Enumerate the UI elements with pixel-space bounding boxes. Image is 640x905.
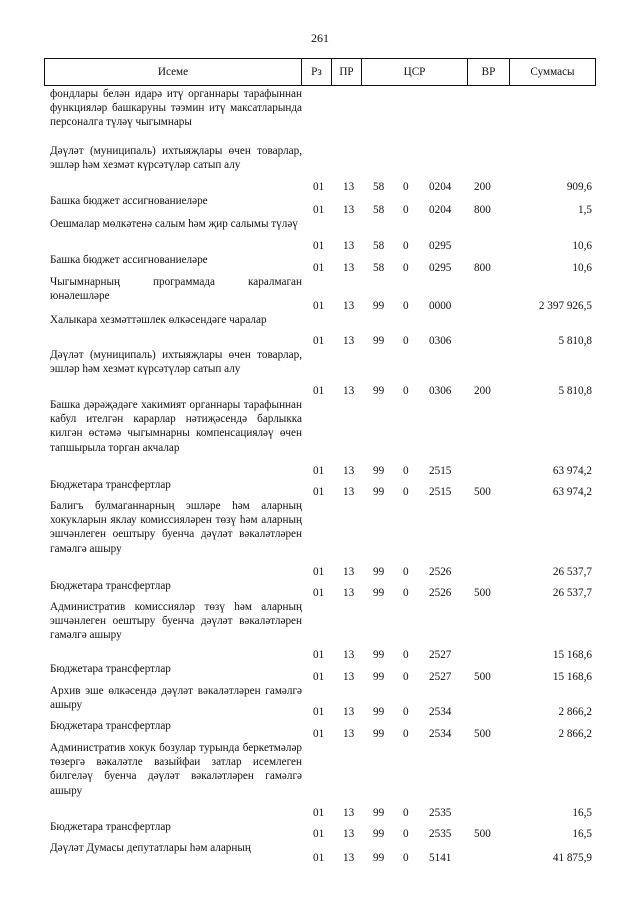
row-csr-sub: 0 [403,648,409,661]
row-vr: 500 [474,670,491,683]
row-name: Дәүләт (муниципаль) ихтыяҗлары өчен товарлар, эшләр һәм хезмәт күрсәтүләр сатып алу [50,145,302,172]
row-csr-code: 0000 [429,299,452,312]
row-rz: 01 [313,827,325,840]
row-csr-sub: 0 [403,180,409,193]
row-sum: 2 397 926,5 [538,299,592,312]
row-sum: 41 875,9 [552,851,592,864]
row-vr: 200 [474,384,491,397]
row-sum: 63 974,2 [552,464,592,477]
row-csr-program: 99 [373,705,385,718]
table-row [0,253,640,275]
page-number: 261 [311,31,329,45]
row-name: Бюджетара трансфертлар [50,663,171,675]
row-csr-sub: 0 [403,705,409,718]
header-pr: ПР [332,59,362,85]
table-row [0,684,640,719]
row-sum: 10,6 [572,261,592,274]
row-pr: 13 [343,851,355,864]
row-rz: 01 [313,565,325,578]
row-name: Бюджетара трансфертлар [50,720,171,732]
row-name: Дәүләт Думасы депутатлары һәм аларның [50,842,251,854]
row-csr-code: 2527 [429,670,452,683]
row-csr-program: 99 [373,485,385,498]
table-row [0,579,640,600]
row-pr: 13 [343,239,355,252]
row-sum: 2 866,2 [558,727,592,740]
header-vr: ВР [468,59,510,85]
table-row [0,144,640,194]
table-row [0,741,640,820]
row-sum: 909,6 [566,180,592,193]
row-pr: 13 [343,485,355,498]
row-name: Бюджетара трансфертлар [50,580,171,592]
row-csr-sub: 0 [403,239,409,252]
row-csr-sub: 0 [403,565,409,578]
row-rz: 01 [313,384,325,397]
row-rz: 01 [313,851,325,864]
row-pr: 13 [343,565,355,578]
table-row [0,398,640,478]
row-rz: 01 [313,203,325,216]
row-rz: 01 [313,261,325,274]
row-name: Чыгымнарның программада каралмаган юнәлешләре [50,276,302,303]
row-csr-code: 2515 [429,485,452,498]
row-sum: 63 974,2 [552,485,592,498]
row-csr-code: 0295 [429,261,452,274]
row-name: фондлары белән идарә итү органнары тарафыннан функцияләр башкаруны тәэмин итү максатларында персоналга түләү чыгымнары [50,88,302,129]
row-csr-code: 0295 [429,239,452,252]
row-pr: 13 [343,670,355,683]
row-sum: 15 168,6 [552,648,592,661]
row-rz: 01 [313,705,325,718]
table-row [0,87,640,144]
row-csr-sub: 0 [403,261,409,274]
row-rz: 01 [313,586,325,599]
row-csr-code: 0204 [429,203,452,216]
table-row [0,194,640,217]
row-rz: 01 [313,180,325,193]
row-csr-program: 99 [373,806,385,819]
row-name: Балигъ булмаганнарның эшләре һәм аларның хокукларын яклау комиссияләрен төзү һәм аларның эшчәнлеген оештыру буенча дәүләт вәкаләтләрен гамәлгә ашыру [50,500,302,555]
row-sum: 26 537,7 [552,565,592,578]
header-csr: ЦСР [362,59,468,85]
row-csr-sub: 0 [403,203,409,216]
row-csr-sub: 0 [403,586,409,599]
row-pr: 13 [343,299,355,312]
row-sum: 10,6 [572,239,592,252]
row-rz: 01 [313,239,325,252]
row-sum: 16,5 [572,806,592,819]
table-row [0,478,640,499]
row-rz: 01 [313,648,325,661]
row-name: Башка бюджет ассигнованиеләре [50,254,208,266]
row-csr-code: 2527 [429,648,452,661]
row-csr-program: 99 [373,851,385,864]
row-csr-code: 2535 [429,806,452,819]
row-csr-program: 99 [373,727,385,740]
table-row [0,499,640,579]
row-sum: 5 810,8 [558,334,592,347]
row-csr-code: 2535 [429,827,452,840]
row-pr: 13 [343,203,355,216]
row-csr-code: 2515 [429,464,452,477]
table-row [0,348,640,398]
row-rz: 01 [313,299,325,312]
row-csr-program: 99 [373,464,385,477]
row-vr: 800 [474,261,491,274]
row-rz: 01 [313,670,325,683]
row-pr: 13 [343,705,355,718]
row-rz: 01 [313,727,325,740]
row-pr: 13 [343,180,355,193]
row-sum: 2 866,2 [558,705,592,718]
table-row [0,719,640,741]
row-pr: 13 [343,464,355,477]
table-row [0,275,640,313]
row-csr-code: 2534 [429,727,452,740]
row-vr: 500 [474,827,491,840]
row-csr-sub: 0 [403,670,409,683]
row-pr: 13 [343,586,355,599]
row-csr-program: 58 [373,203,385,216]
row-csr-sub: 0 [403,827,409,840]
row-csr-code: 2526 [429,586,452,599]
row-pr: 13 [343,827,355,840]
table-body [0,87,640,865]
row-csr-program: 99 [373,299,385,312]
row-csr-code: 2534 [429,705,452,718]
row-csr-program: 99 [373,827,385,840]
table-row [0,313,640,348]
row-csr-program: 99 [373,384,385,397]
row-sum: 26 537,7 [552,586,592,599]
row-name: Дәүләт (муниципаль) ихтыяҗлары өчен товарлар, эшләр һәм хезмәт күрсәтүләр сатып алу [50,349,302,376]
row-sum: 15 168,6 [552,670,592,683]
row-name: Административ комиссияләр төзү һәм аларның эшчәнлеген оештыру буенча дәүләт вәкаләтләрен гамәлгә ашыру [50,601,302,642]
row-sum: 16,5 [572,827,592,840]
row-pr: 13 [343,806,355,819]
row-name: Башка бюджет ассигнованиеләре [50,195,208,207]
row-csr-program: 99 [373,565,385,578]
header-name: Исеме [45,59,302,85]
row-csr-program: 99 [373,648,385,661]
row-rz: 01 [313,485,325,498]
row-csr-code: 0306 [429,384,452,397]
row-rz: 01 [313,806,325,819]
row-vr: 800 [474,203,491,216]
row-csr-program: 58 [373,180,385,193]
row-csr-sub: 0 [403,851,409,864]
row-csr-code: 5141 [429,851,452,864]
row-csr-program: 99 [373,670,385,683]
row-vr: 200 [474,180,491,193]
row-csr-sub: 0 [403,334,409,347]
row-csr-sub: 0 [403,384,409,397]
row-sum: 5 810,8 [558,384,592,397]
row-pr: 13 [343,384,355,397]
row-csr-code: 2526 [429,565,452,578]
row-csr-sub: 0 [403,806,409,819]
row-name: Оешмалар мөлкәтенә салым һәм җир салымы түләү [50,218,298,230]
table-row [0,820,640,841]
row-csr-program: 58 [373,239,385,252]
row-name: Халыкара хезмәттәшлек өлкәсендәге чаралар [50,314,267,326]
row-sum: 1,5 [578,203,592,216]
row-name: Бюджетара трансфертлар [50,479,171,491]
table-row [0,841,640,865]
header-rz: Рз [302,59,332,85]
row-vr: 500 [474,586,491,599]
row-csr-program: 99 [373,334,385,347]
row-name: Административ хокук бозулар турында беркетмәләр төзергә вәкаләтле вазыйфаи затлар исемлеген билгеләү буенча дәүләт вәкаләтләрен гамәлгә ашыру [50,742,302,797]
row-csr-sub: 0 [403,299,409,312]
row-vr: 500 [474,727,491,740]
row-rz: 01 [313,334,325,347]
table-row [0,217,640,253]
row-name: Бюджетара трансфертлар [50,821,171,833]
table-row [0,600,640,662]
row-csr-code: 0306 [429,334,452,347]
row-name: Архив эше өлкәсендә дәүләт вәкаләтләрен гамәлгә ашыру [50,685,302,712]
row-csr-sub: 0 [403,464,409,477]
row-pr: 13 [343,727,355,740]
row-pr: 13 [343,261,355,274]
row-name: Башка дәрәҗәдәге хакимият органнары тарафыннан кабул ителгән карарлар нәтиҗәсендә барлыкка килгән өстәмә чыгымнарны компенсацияләү өчен тапшырыла торган акчалар [50,399,302,454]
header-sum: Суммасы [530,66,575,78]
row-csr-program: 58 [373,261,385,274]
row-pr: 13 [343,648,355,661]
row-vr: 500 [474,485,491,498]
row-pr: 13 [343,334,355,347]
row-csr-program: 99 [373,586,385,599]
row-rz: 01 [313,464,325,477]
row-csr-code: 0204 [429,180,452,193]
row-csr-sub: 0 [403,727,409,740]
row-csr-sub: 0 [403,485,409,498]
table-row [0,662,640,684]
table-header [44,58,596,86]
